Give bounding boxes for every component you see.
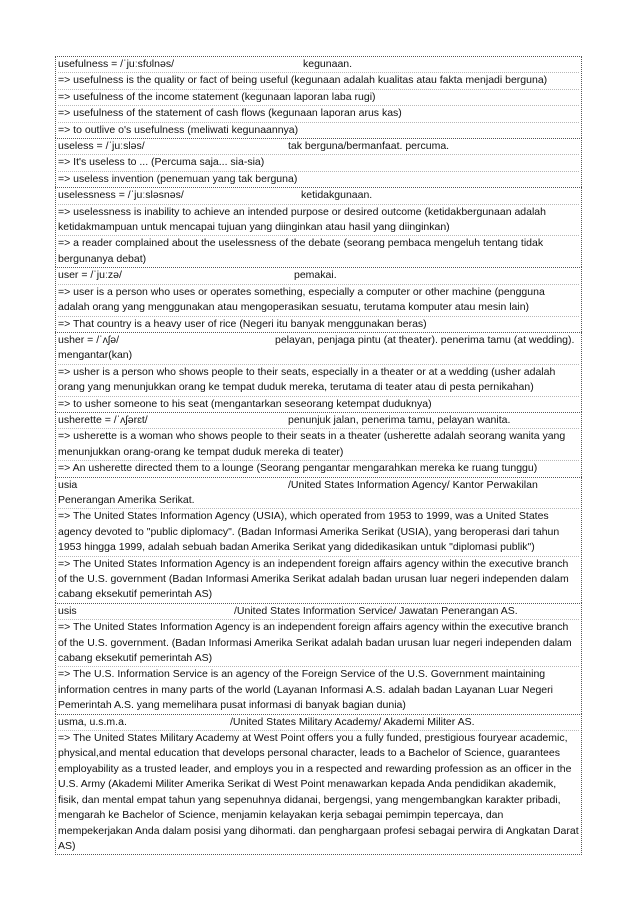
dictionary-entry — [55, 332, 582, 412]
dictionary-entry — [55, 187, 582, 267]
entry-example-line: => usher is a person who shows people to their seats, especially in a theater or at a wedding (usher adalah orang yang menunjukkan orang ke tempat duduk mereka, terutama di teater atau di pesta pernikahan) — [58, 365, 579, 397]
entry-meaning: tak berguna/bermanfaat. percuma. — [288, 140, 450, 153]
entry-header-line — [58, 139, 579, 155]
entry-headword: usma, u.s.m.a. — [58, 715, 127, 728]
entry-headword: uselessness = /ˈjuːsləsnəs/ — [58, 189, 184, 202]
entry-meaning: /United States Military Academy/ Akademi Militer AS. — [230, 715, 475, 728]
entry-example-line: => usherette is a woman who shows people to their seats in a theater (usherette adalah seorang wanita yang menunjukkan orang-orang ke tempat duduk mereka di teater) — [58, 429, 579, 461]
entry-example-line: => a reader complained about the uselessness of the debate (seorang pembaca mengeluh tentang tidak bergunanya debat) — [58, 237, 544, 265]
entry-header-line — [58, 413, 579, 429]
entry-example-line: => The U.S. Information Service is an agency of the Foreign Service of the U.S. Government maintaining information centres in many parts of the world (Layanan Informasi A.S. adalah badan Layanan Luar Negeri Pemerintah A.S. yang memelihara pusat informasi di banyak bagian dunia) — [58, 668, 553, 712]
entry-example-line: => to outlive o's usefulness (meliwati kegunaannya) — [58, 123, 299, 136]
entry-meaning: pemakai. — [294, 269, 337, 282]
entry-example-line: => The United States Military Academy at West Point offers you a fully funded, prestigious fouryear academic, physical,and mental education that develops personal character, leads to a Bachelor of Science, guarantees employability as a trusted leader, and employs you in a respected and rewarding profession as an officer in the U.S. Army (Akademi Militer Amerika Serikat di West Point menawarkan kepada Anda pendidikan akademik, fisik, dan mental empat tahun yang sepenuhnya didanai, bergengsi, yang mengembangkan karakter pribadi, mengarah ke Bachelor of Science, menjamin kelayakan kerja sebagai pemimpin tepercaya, dan mempekerjakan Anda dalam posisi yang dihormati. dan penghargaan profesi sebagai perwira di Angkatan Darat AS) — [58, 732, 579, 852]
entry-example-line: => The United States Information Agency is an independent foreign affairs agency within the executive branch of the U.S. government (Badan Informasi Amerika Serikat adalah badan urusan luar negeri independen dalam cabang eksekutif pemerintah AS) — [58, 557, 569, 601]
entry-headword: usis — [58, 604, 77, 617]
entry-example-line: => usefulness is the quality or fact of being useful (kegunaan adalah kualitas atau fakta menjadi berguna) — [58, 73, 579, 89]
entry-headword: usia — [58, 478, 78, 491]
entry-example-line: => uselessness is inability to achieve an intended purpose or desired outcome (ketidakbergunaan adalah ketidakmampuan untuk mencapai tujuan yang diinginkan atau hasil yang diinginkan) — [58, 205, 579, 237]
dictionary-entry — [55, 56, 582, 138]
entry-example-line: => user is a person who uses or operates something, especially a computer or other machine (pengguna adalah orang yang menggunakan atau mengoperasikan sesuatu, terutama komputer atau mesin lain) — [58, 285, 579, 317]
dictionary-entry — [55, 714, 582, 856]
entry-example-line: => The United States Information Agency (USIA), which operated from 1953 to 1999, was a United States agency devoted to "public diplomacy". (Badan Informasi Amerika Serikat (USIA), yang beroperasi dari tahun 1953 hingga 1999, adalah sebuah badan Amerika Serikat yang didedikasikan untuk "diplomasi publik") — [58, 509, 579, 556]
dictionary-entry — [55, 603, 582, 714]
entry-example-line: => It's useless to ... (Percuma saja... sia-sia) — [58, 155, 579, 171]
entry-header-line — [58, 333, 579, 365]
entry-headword: user = /ˈjuːzə/ — [58, 269, 122, 282]
entry-headword: useless = /ˈjuːsləs/ — [58, 140, 145, 153]
entry-header-line — [58, 604, 579, 620]
entry-headword: usherette = /ˈʌʃərɛt/ — [58, 413, 148, 426]
dictionary-entry — [55, 412, 582, 477]
entry-example-line: => usefulness of the income statement (kegunaan laporan laba rugi) — [58, 90, 579, 106]
entry-example-line: => usefulness of the statement of cash flows (kegunaan laporan arus kas) — [58, 106, 579, 122]
entry-header-line — [58, 268, 579, 284]
entry-headword: usefulness = /ˈjuːsfʊlnəs/ — [58, 58, 174, 70]
entry-example-line: => The United States Information Agency is an independent foreign affairs agency within the executive branch of the U.S. government. (Badan Informasi Amerika Serikat adalah badan urusan luar negeri independen dalam cabang eksekutif pemerintah AS) — [58, 620, 579, 667]
dictionary-entry — [55, 477, 582, 603]
entry-header-line — [58, 57, 579, 73]
entry-meaning: pelayan, penjaga pintu (at theater). penerima tamu (at wedding). mengantar(kan) — [58, 333, 575, 362]
entry-headword: usher = /ˈʌʃə/ — [58, 333, 119, 346]
entry-meaning: /United States Information Agency/ Kantor Perwakilan Penerangan Amerika Serikat. — [58, 478, 538, 506]
entry-header-line — [58, 715, 579, 731]
dictionary-page — [55, 56, 582, 855]
entry-example-line: => That country is a heavy user of rice (Negeri itu banyak menggunakan beras) — [58, 317, 427, 330]
entry-example-line: => An usherette directed them to a lounge (Seorang pengantar mengarahkan mereka ke ruang tunggu) — [58, 462, 538, 475]
entry-header-line — [58, 188, 579, 204]
entry-meaning: penunjuk jalan, penerima tamu, pelayan wanita. — [288, 413, 511, 426]
entry-meaning: kegunaan. — [303, 58, 353, 70]
dictionary-entry — [55, 138, 582, 187]
entry-example-line: => useless invention (penemuan yang tak berguna) — [58, 172, 298, 185]
entry-meaning: ketidakgunaan. — [301, 189, 373, 202]
entry-header-line — [58, 478, 579, 510]
entry-meaning: /United States Information Service/ Jawatan Penerangan AS. — [234, 604, 518, 617]
entry-example-line: => to usher someone to his seat (mengantarkan seseorang ketempat duduknya) — [58, 397, 432, 410]
dictionary-entry — [55, 267, 582, 332]
